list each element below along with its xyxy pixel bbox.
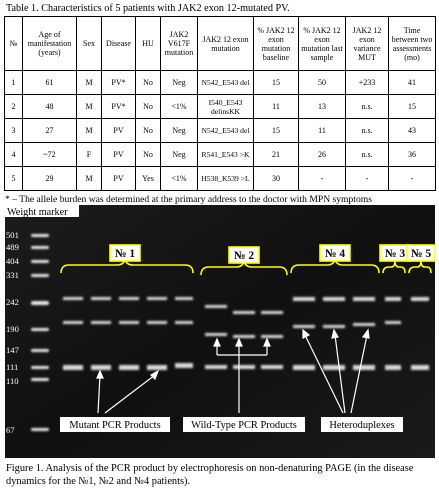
table-cell: +233: [346, 71, 389, 95]
table-cell: 13: [299, 95, 346, 119]
figure-caption: Figure 1. Analysis of the PCR product by electrophoresis on non-denaturing PAGE (in the disease dynamics for the №1, №2 and №4 patients).: [6, 463, 414, 487]
table-cell: M: [77, 167, 102, 191]
table-cell: PV: [102, 119, 136, 143]
patient-table: [4, 16, 436, 191]
table-cell: No: [136, 95, 161, 119]
table-cell: Yes: [136, 167, 161, 191]
table-cell: N542_E543 del: [198, 119, 254, 143]
table-cell: Neg: [161, 143, 198, 167]
group-label: № 2: [233, 250, 255, 262]
table-cell: 30: [254, 167, 299, 191]
table-cell: 11: [254, 95, 299, 119]
marker-size-label: 147: [6, 345, 19, 355]
table-cell: n.s.: [346, 143, 389, 167]
marker-size-label: 111: [6, 362, 19, 372]
table-cell: 26: [299, 143, 346, 167]
table-cell: n.s.: [346, 95, 389, 119]
table-cell: <1%: [161, 95, 198, 119]
table-cell: 50: [299, 71, 346, 95]
table-cell: 11: [299, 119, 346, 143]
group-label: № 1: [114, 248, 136, 260]
marker-size-label: 190: [6, 324, 19, 334]
col-header: % JAK2 12 exon mutation baseline: [254, 17, 299, 71]
table-row: [5, 95, 436, 119]
table-cell: 36: [389, 143, 436, 167]
col-header: №: [5, 17, 23, 71]
col-header: JAK2 12 exon mutation: [198, 17, 254, 71]
table-cell: <1%: [161, 167, 198, 191]
table-cell: 61: [23, 71, 77, 95]
table-cell: M: [77, 119, 102, 143]
table-cell: H538_K539 >L: [198, 167, 254, 191]
group-label: № 4: [324, 248, 346, 260]
table-cell: 41: [389, 71, 436, 95]
table-cell: PV*: [102, 95, 136, 119]
table-cell: 1: [5, 71, 23, 95]
table-cell: PV*: [102, 71, 136, 95]
marker-title: Weight marker: [7, 207, 68, 218]
col-header: Time between two assessments (mo): [389, 17, 436, 71]
col-header: % JAK2 12 exon mutation last sample: [299, 17, 346, 71]
table-caption: Table 1. Characteristics of 5 patients with JAK2 exon 12-mutated PV.: [6, 3, 290, 14]
table-cell: No: [136, 143, 161, 167]
table-cell: -: [389, 167, 436, 191]
table-cell: 5: [5, 167, 23, 191]
table-cell: 48: [23, 95, 77, 119]
table-cell: 4: [5, 143, 23, 167]
marker-size-label: 110: [6, 376, 19, 386]
group-label: № 5: [410, 248, 432, 260]
marker-size-label: 242: [6, 297, 19, 307]
marker-size-label: 67: [6, 425, 15, 435]
marker-size-label: 331: [6, 270, 19, 280]
table-cell: No: [136, 119, 161, 143]
table-cell: 15: [254, 71, 299, 95]
table-cell: PV: [102, 143, 136, 167]
col-header: HU: [136, 17, 161, 71]
table-cell: 27: [23, 119, 77, 143]
table-cell: R541_E543 >K: [198, 143, 254, 167]
annotation-wild-type: Wild-Type PCR Products: [191, 420, 297, 431]
col-header: JAK2 12 exon variance MUT: [346, 17, 389, 71]
table-cell: -: [299, 167, 346, 191]
marker-size-label: 501: [6, 230, 19, 240]
table-cell: 21: [254, 143, 299, 167]
table-cell: M: [77, 95, 102, 119]
table-cell: 43: [389, 119, 436, 143]
table-cell: -: [346, 167, 389, 191]
marker-size-label: 404: [6, 256, 19, 266]
col-header: Age of manifestation (years): [23, 17, 77, 71]
table-footnote: * – The allele burden was determined at the primary address to the doctor with MPN symptoms: [5, 194, 372, 205]
group-label: № 3: [384, 248, 406, 260]
table-cell: 15: [254, 119, 299, 143]
table-row: [5, 119, 436, 143]
col-header: Sex: [77, 17, 102, 71]
table-cell: 29: [23, 167, 77, 191]
table-row: [5, 143, 436, 167]
table-cell: PV: [102, 167, 136, 191]
gel-image: [5, 205, 435, 458]
marker-size-label: 489: [6, 242, 19, 252]
table-row: [5, 71, 436, 95]
table-cell: 3: [5, 119, 23, 143]
table-cell: Neg: [161, 119, 198, 143]
table-cell: I540_E543 delinsKK: [198, 95, 254, 119]
table-cell: N542_E543 del: [198, 71, 254, 95]
annotation-heteroduplexes: Heteroduplexes: [329, 420, 395, 431]
col-header: Disease: [102, 17, 136, 71]
table-cell: ~72: [23, 143, 77, 167]
table-cell: No: [136, 71, 161, 95]
col-header: JAK2 V617F mutation: [161, 17, 198, 71]
table-cell: Neg: [161, 71, 198, 95]
table-row: [5, 167, 436, 191]
table-cell: 2: [5, 95, 23, 119]
annotation-mutant: Mutant PCR Products: [69, 420, 161, 431]
table-cell: M: [77, 71, 102, 95]
table-cell: n.s.: [346, 119, 389, 143]
table-cell: 15: [389, 95, 436, 119]
table-cell: F: [77, 143, 102, 167]
table-header-row: [5, 17, 436, 71]
